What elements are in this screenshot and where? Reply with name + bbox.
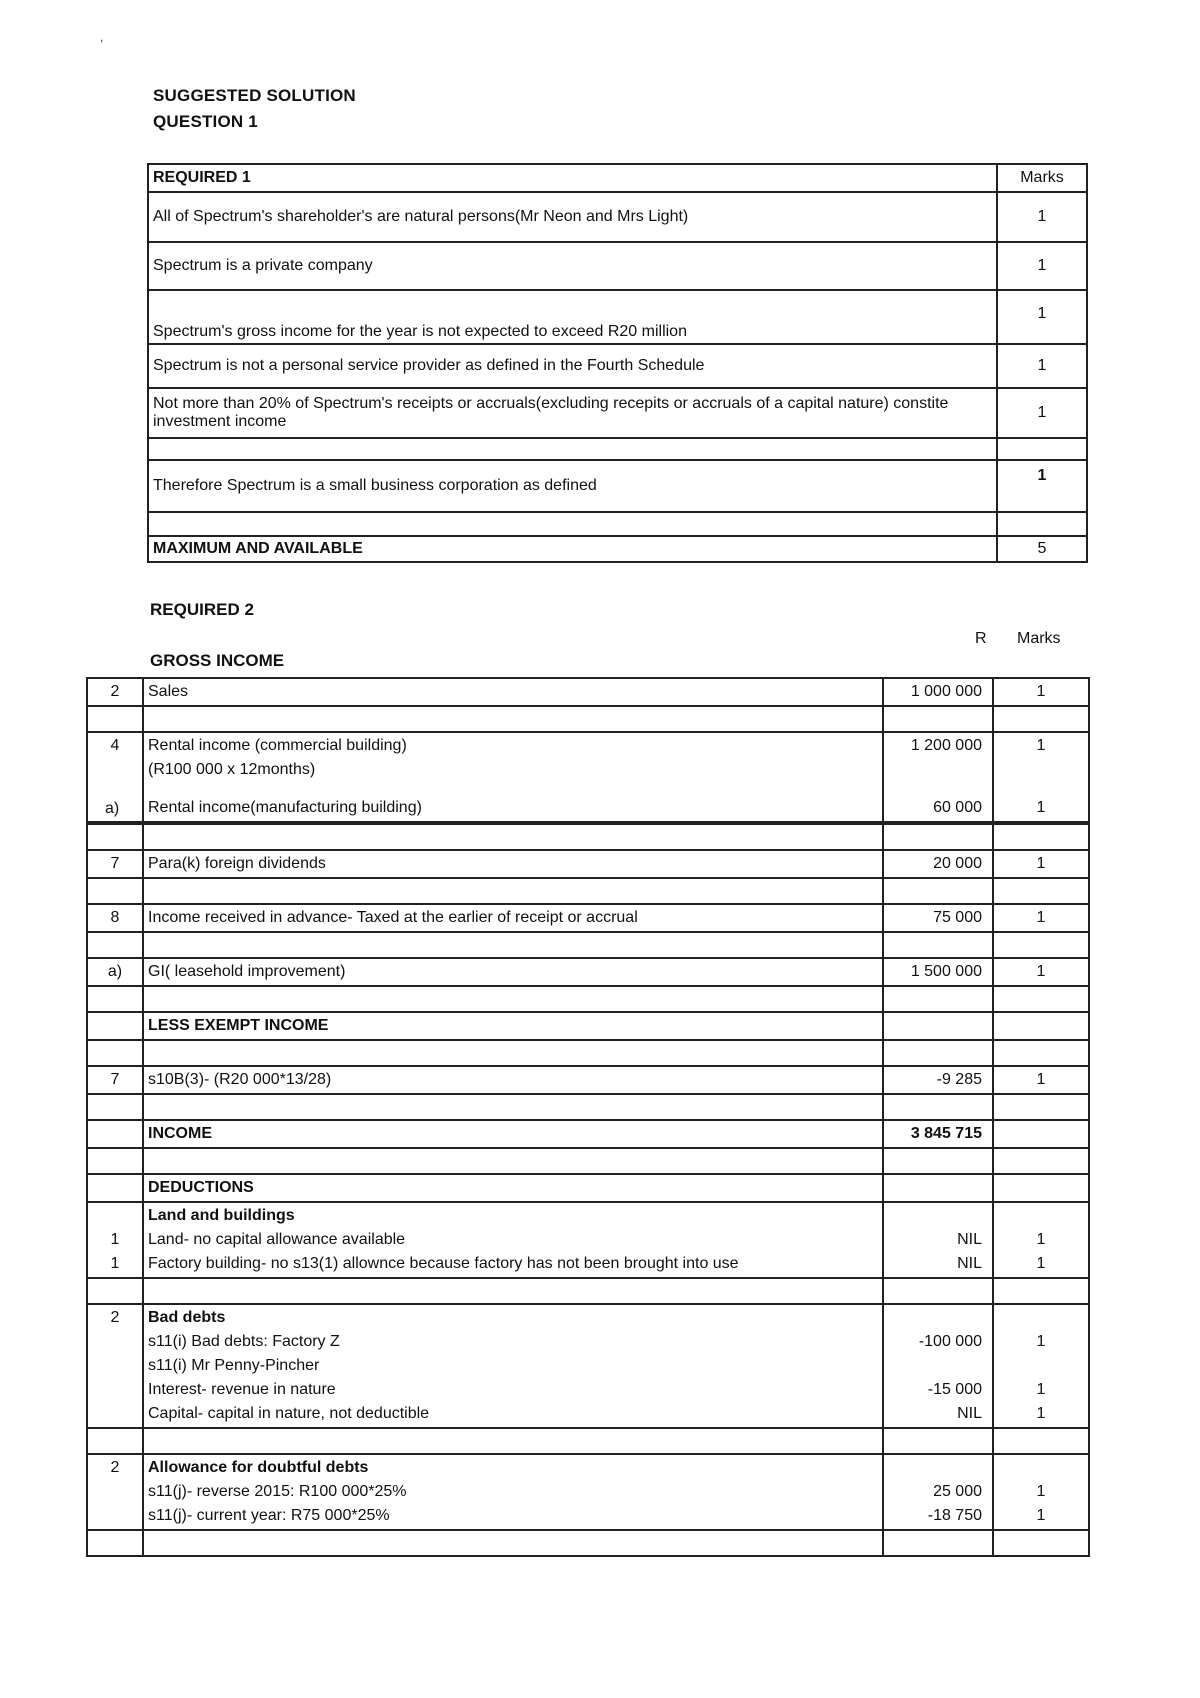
required1-row: Not more than 20% of Spectrum's receipts or accruals(excluding recepits or accruals of a capital nature) constite investment income — [148, 388, 997, 438]
blank-row — [87, 1278, 1089, 1304]
table-row — [87, 904, 1089, 932]
mark-cell: 1 — [993, 958, 1089, 986]
table-row — [87, 732, 1089, 777]
desc-cell: GI( leasehold improvement) — [143, 958, 883, 986]
required1-row: All of Spectrum's shareholder's are natural persons(Mr Neon and Mrs Light) — [148, 192, 997, 242]
table-row — [87, 1304, 1089, 1428]
blank-row — [87, 1148, 1089, 1174]
blank-row — [87, 1530, 1089, 1556]
desc-line: s11(j)- reverse 2015: R100 000*25% — [148, 1483, 407, 1500]
desc-cell: s10B(3)- (R20 000*13/28) — [143, 1066, 883, 1094]
ref-cell: 4 — [87, 732, 143, 822]
table-row — [87, 678, 1089, 706]
desc-cell: Para(k) foreign dividends — [143, 850, 883, 878]
desc-cell: Income received in advance- Taxed at the earlier of receipt or accrual — [143, 904, 883, 932]
desc-line: Interest- revenue in nature — [148, 1381, 336, 1398]
required1-mark: 1 — [997, 242, 1087, 290]
desc-cell — [143, 1202, 883, 1278]
corner-mark: , — [100, 30, 104, 44]
required1-table — [147, 163, 1088, 563]
desc-line: s11(j)- current year: R75 000*25% — [148, 1507, 390, 1524]
ref-cell — [87, 1202, 143, 1278]
land-heading: Land and buildings — [148, 1207, 295, 1224]
amount-line: -100 000 — [918, 1333, 982, 1350]
mark-cell: 1 — [993, 904, 1089, 932]
ref-cell: 7 — [87, 1066, 143, 1094]
mark-line: 1 — [1036, 1507, 1046, 1524]
amount-cell: 60 000 — [883, 777, 993, 822]
mark-line: 1 — [1036, 1231, 1046, 1248]
ref-cell: 2 — [87, 678, 143, 706]
amount-cell — [883, 1202, 993, 1278]
amount-line: NIL — [957, 1255, 982, 1272]
amount-cell: -9 285 — [883, 1066, 993, 1094]
desc-cell — [143, 1304, 883, 1428]
doubtful-debts-heading: Allowance for doubtful debts — [148, 1459, 369, 1476]
blank-row — [87, 986, 1089, 1012]
required1-mark: 1 — [997, 290, 1087, 344]
desc-line: Land- no capital allowance available — [148, 1231, 406, 1248]
required1-conclusion: Therefore Spectrum is a small business corporation as defined — [148, 460, 997, 512]
mark-cell: 1 — [993, 777, 1089, 822]
amount-line: NIL — [957, 1231, 982, 1248]
mark-line: 1 — [1036, 1483, 1046, 1500]
ref-line: 1 — [110, 1231, 120, 1248]
blank-cell — [997, 512, 1087, 536]
marks-header: Marks — [997, 164, 1087, 192]
mark-cell — [993, 1304, 1089, 1428]
ref-cell: 7 — [87, 850, 143, 878]
required1-title: REQUIRED 1 — [148, 164, 997, 192]
mark-cell: 1 — [993, 1066, 1089, 1094]
blank-row — [87, 1094, 1089, 1120]
mark-line: 1 — [1036, 1333, 1046, 1350]
desc-cell — [143, 732, 883, 822]
desc-line: Rental income(manufacturing building) — [148, 799, 422, 816]
required1-total-label: MAXIMUM AND AVAILABLE — [148, 536, 997, 562]
income-label: INCOME — [143, 1120, 883, 1148]
table-row — [87, 1202, 1089, 1278]
table-row — [87, 1454, 1089, 1530]
blank-row — [87, 824, 1089, 850]
ref-cell: a) — [105, 800, 120, 817]
required1-row: Spectrum is not a personal service provider as defined in the Fourth Schedule — [148, 344, 997, 388]
desc-line: s11(i) Mr Penny-Pincher — [148, 1357, 320, 1374]
table-row — [87, 1120, 1089, 1148]
bad-debts-heading: Bad debts — [148, 1309, 226, 1326]
required1-mark: 1 — [997, 388, 1087, 438]
mark-cell: 1 — [993, 732, 1089, 777]
mark-cell: 1 — [993, 850, 1089, 878]
required1-row: Spectrum's gross income for the year is not expected to exceed R20 million — [148, 290, 997, 344]
desc-line: (R100 000 x 12months) — [148, 761, 316, 778]
ref-cell: a) — [87, 958, 143, 986]
desc-line: s11(i) Bad debts: Factory Z — [148, 1333, 340, 1350]
amount-line: NIL — [957, 1405, 982, 1422]
ref-cell: 2 — [87, 1454, 143, 1530]
blank-row — [87, 706, 1089, 732]
mark-cell: 1 — [993, 678, 1089, 706]
desc-line: Rental income (commercial building) — [148, 737, 407, 754]
ref-cell: 2 — [87, 1304, 143, 1428]
mark-line: 1 — [1036, 1255, 1046, 1272]
table-row — [87, 850, 1089, 878]
mark-line: 1 — [1036, 1405, 1046, 1422]
table-row — [87, 958, 1089, 986]
required1-mark: 1 — [997, 460, 1087, 512]
amount-line: 25 000 — [933, 1483, 982, 1500]
required1-mark: 1 — [997, 192, 1087, 242]
amount-line: -18 750 — [927, 1507, 982, 1524]
gross-income-heading: GROSS INCOME — [150, 651, 285, 670]
amount-cell: 75 000 — [883, 904, 993, 932]
ref-line: 1 — [110, 1255, 120, 1272]
ref-cell: 8 — [87, 904, 143, 932]
desc-cell: Sales — [143, 678, 883, 706]
table-row — [87, 1012, 1089, 1040]
desc-line: Capital- capital in nature, not deductible — [148, 1405, 430, 1422]
amount-line: -15 000 — [927, 1381, 982, 1398]
required1-total-mark: 5 — [997, 536, 1087, 562]
deductions-heading: DEDUCTIONS — [143, 1174, 883, 1202]
mark-line: 1 — [1036, 1381, 1046, 1398]
blank-row — [87, 1040, 1089, 1066]
column-marks-header: Marks — [1017, 630, 1061, 647]
amount-cell: 20 000 — [883, 850, 993, 878]
heading-question: QUESTION 1 — [153, 112, 258, 131]
required1-mark: 1 — [997, 344, 1087, 388]
required1-row: Spectrum is a private company — [148, 242, 997, 290]
heading-suggested-solution: SUGGESTED SOLUTION — [153, 86, 356, 105]
amount-cell — [883, 1304, 993, 1428]
table-row — [87, 1066, 1089, 1094]
required2-table — [86, 677, 1090, 1557]
blank-row — [87, 932, 1089, 958]
amount-cell: 1 500 000 — [883, 958, 993, 986]
table-row — [87, 1174, 1089, 1202]
blank-cell — [997, 438, 1087, 460]
amount-cell — [883, 1454, 993, 1530]
column-r-header: R — [975, 630, 987, 647]
mark-cell — [993, 1202, 1089, 1278]
mark-cell — [993, 1454, 1089, 1530]
blank-cell — [148, 438, 997, 460]
desc-cell — [143, 1454, 883, 1530]
blank-row — [87, 1428, 1089, 1454]
blank-row — [87, 878, 1089, 904]
blank-cell — [148, 512, 997, 536]
required2-title: REQUIRED 2 — [150, 600, 254, 619]
less-exempt-heading: LESS EXEMPT INCOME — [143, 1012, 883, 1040]
income-amount: 3 845 715 — [883, 1120, 993, 1148]
desc-line: Factory building- no s13(1) allownce because factory has not been brought into use — [148, 1255, 739, 1272]
amount-cell: 1 000 000 — [883, 678, 993, 706]
amount-cell: 1 200 000 — [883, 732, 993, 777]
